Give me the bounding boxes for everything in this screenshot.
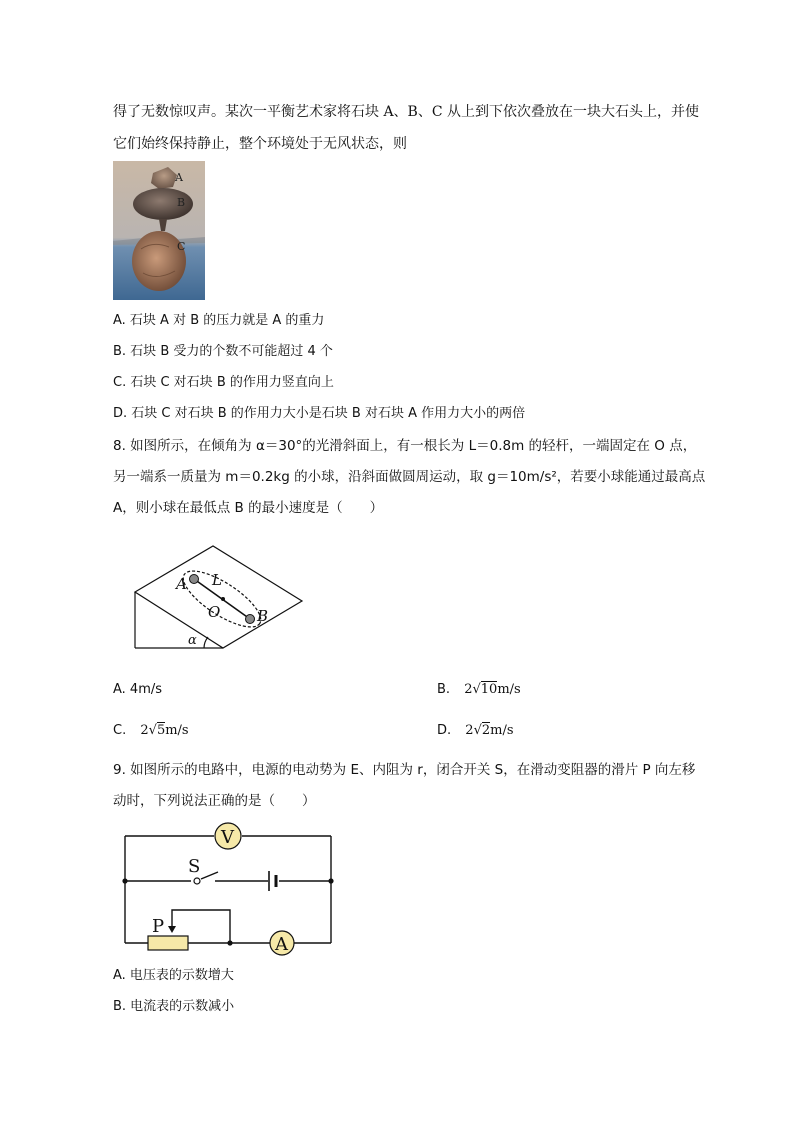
ball-at-b: [246, 615, 255, 624]
incline-figure: [132, 543, 307, 659]
photo-label-a: A: [175, 171, 183, 184]
q9-stem-line2: 动时，下列说法正确的是（ ）: [113, 793, 316, 809]
q8-option-c-coef: 2: [140, 723, 149, 738]
q8-option-c[interactable]: [113, 723, 189, 739]
q8-stem-line3: A，则小球在最低点 B 的最小速度是（ ）: [113, 500, 384, 516]
sqrt-sign: √: [148, 723, 157, 738]
switch-blade: [201, 872, 218, 879]
q8-option-b-radicand: 10: [480, 682, 498, 697]
q8-option-c-prefix: C.: [113, 723, 127, 738]
voltmeter-label: V: [221, 827, 234, 848]
label-b: B: [257, 607, 269, 625]
label-o: O: [208, 603, 221, 621]
q8-option-b-unit: m/s: [497, 682, 521, 697]
circuit-figure: [118, 820, 338, 964]
q8-option-d-unit: m/s: [490, 723, 514, 738]
q8-option-b-coef: 2: [464, 682, 473, 697]
q8-option-a[interactable]: A. 4m/s: [113, 682, 163, 697]
label-l: L: [212, 571, 222, 589]
label-a: A: [176, 575, 187, 593]
switch-contact: [194, 878, 200, 884]
photo-label-c: C: [177, 240, 186, 253]
q9-option-b[interactable]: B. 电流表的示数减小: [113, 999, 235, 1014]
slider-arrow: [168, 926, 176, 933]
ball-at-a: [190, 575, 199, 584]
q7-option-c[interactable]: C. 石块 C 对石块 B 的作用力竖直向上: [113, 375, 334, 390]
q8-stem-line1: 8. 如图所示，在倾角为 α＝30°的光滑斜面上，有一根长为 L＝0.8m 的轻杆，一端固定在 O 点，: [113, 438, 697, 454]
q8-option-b[interactable]: [437, 682, 521, 698]
q7-intro-line2: 它们始终保持静止，整个环境处于无风状态，则: [113, 136, 407, 152]
q9-option-a[interactable]: A. 电压表的示数增大: [113, 968, 234, 983]
q8-option-d-coef: 2: [465, 723, 474, 738]
sqrt-sign: √: [472, 682, 481, 697]
q8-stem-line2: 另一端系一质量为 m＝0.2kg 的小球，沿斜面做圆周运动，取 g＝10m/s²，若要小球能通过最高点: [113, 469, 706, 485]
q8-option-c-radicand: 5: [156, 723, 166, 738]
q7-option-d[interactable]: D. 石块 C 对石块 B 的作用力大小是石块 B 对石块 A 作用力大小的两倍: [113, 406, 526, 421]
q9-stem-line1: 9. 如图所示的电路中，电源的电动势为 E、内阻为 r，闭合开关 S，在滑动变阻器的滑片 P 向左移: [113, 762, 696, 778]
switch-label: S: [188, 856, 201, 877]
photo-label-b: B: [177, 196, 186, 209]
pivot-point-o: [221, 597, 225, 601]
ammeter-label: A: [275, 934, 288, 955]
stacked-stones-photo: [113, 161, 205, 300]
slider-label: P: [152, 916, 165, 937]
q8-option-c-unit: m/s: [165, 723, 189, 738]
q8-option-d[interactable]: [437, 723, 514, 739]
q8-option-b-prefix: B.: [437, 682, 451, 697]
rheostat: [148, 936, 188, 950]
q7-option-b[interactable]: B. 石块 B 受力的个数不可能超过 4 个: [113, 344, 333, 359]
sqrt-sign: √: [473, 723, 482, 738]
q7-option-a[interactable]: A. 石块 A 对 B 的压力就是 A 的重力: [113, 313, 325, 328]
q8-option-d-radicand: 2: [481, 723, 491, 738]
q7-intro-line1: 得了无数惊叹声。某次一平衡艺术家将石块 A、B、C 从上到下依次叠放在一块大石头上，并使: [113, 104, 700, 120]
label-alpha: α: [188, 633, 197, 648]
q8-option-d-prefix: D.: [437, 723, 452, 738]
